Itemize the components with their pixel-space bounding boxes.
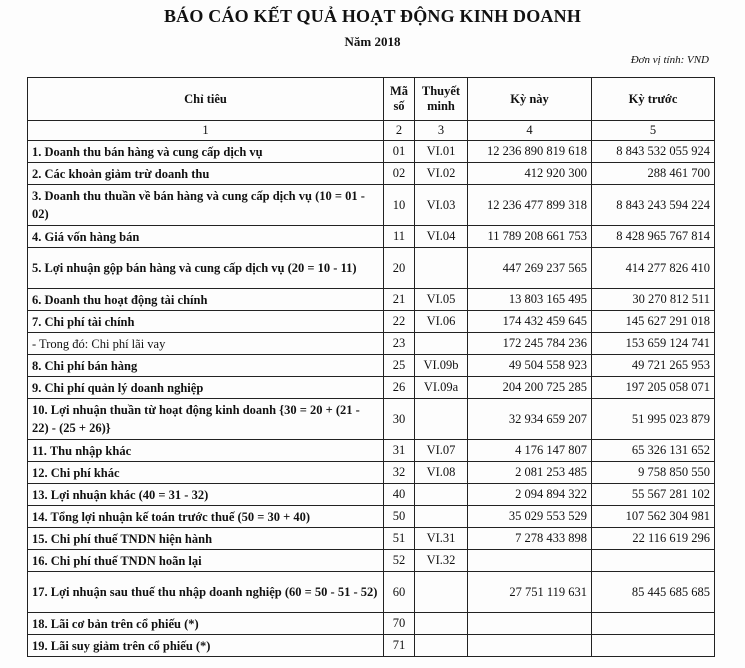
row-code: 40 — [384, 484, 415, 506]
row-code: 11 — [384, 226, 415, 248]
header-code: Mã số — [384, 78, 415, 121]
row-code: 52 — [384, 550, 415, 572]
row-name: 16. Chi phí thuế TNDN hoãn lại — [28, 550, 384, 572]
row-note — [415, 248, 468, 289]
row-name: 13. Lợi nhuận khác (40 = 31 - 32) — [28, 484, 384, 506]
row-name: 10. Lợi nhuận thuần từ hoạt động kinh doanh {30 = 20 + (21 - 22) - (25 + 26)} — [28, 399, 384, 440]
row-current-value: 204 200 725 285 — [468, 377, 592, 399]
row-previous-value: 8 428 965 767 814 — [592, 226, 715, 248]
row-code: 21 — [384, 289, 415, 311]
row-current-value: 172 245 784 236 — [468, 333, 592, 355]
row-note — [415, 484, 468, 506]
row-previous-value: 30 270 812 511 — [592, 289, 715, 311]
row-previous-value: 414 277 826 410 — [592, 248, 715, 289]
row-current-value: 32 934 659 207 — [468, 399, 592, 440]
row-previous-value: 153 659 124 741 — [592, 333, 715, 355]
row-previous-value — [592, 635, 715, 657]
row-current-value: 447 269 237 565 — [468, 248, 592, 289]
column-index: 1 — [28, 121, 384, 141]
row-previous-value — [592, 613, 715, 635]
row-code: 50 — [384, 506, 415, 528]
row-current-value: 12 236 477 899 318 — [468, 185, 592, 226]
row-name: 19. Lãi suy giảm trên cổ phiếu (*) — [28, 635, 384, 657]
row-code: 30 — [384, 399, 415, 440]
row-name: - Trong đó: Chi phí lãi vay — [28, 333, 384, 355]
row-name: 15. Chi phí thuế TNDN hiện hành — [28, 528, 384, 550]
row-note: VI.04 — [415, 226, 468, 248]
row-current-value: 4 176 147 807 — [468, 440, 592, 462]
row-previous-value: 8 843 532 055 924 — [592, 141, 715, 163]
row-name: 6. Doanh thu hoạt động tài chính — [28, 289, 384, 311]
table-row — [28, 141, 715, 163]
header-note: Thuyết minh — [415, 78, 468, 121]
row-name: 1. Doanh thu bán hàng và cung cấp dịch vụ — [28, 141, 384, 163]
row-previous-value: 197 205 058 071 — [592, 377, 715, 399]
row-current-value: 35 029 553 529 — [468, 506, 592, 528]
table-row — [28, 506, 715, 528]
table-row — [28, 462, 715, 484]
table-row — [28, 440, 715, 462]
column-index: 3 — [415, 121, 468, 141]
table-row — [28, 355, 715, 377]
row-code: 01 — [384, 141, 415, 163]
row-current-value: 12 236 890 819 618 — [468, 141, 592, 163]
row-previous-value: 85 445 685 685 — [592, 572, 715, 613]
header-previous: Kỳ trước — [592, 78, 715, 121]
row-note — [415, 613, 468, 635]
row-current-value — [468, 635, 592, 657]
row-note: VI.07 — [415, 440, 468, 462]
row-note: VI.32 — [415, 550, 468, 572]
header-name: Chỉ tiêu — [28, 78, 384, 121]
row-previous-value: 107 562 304 981 — [592, 506, 715, 528]
row-code: 25 — [384, 355, 415, 377]
table-row — [28, 572, 715, 613]
row-note: VI.08 — [415, 462, 468, 484]
table-row — [28, 528, 715, 550]
row-name: 11. Thu nhập khác — [28, 440, 384, 462]
report-title: BÁO CÁO KẾT QUẢ HOẠT ĐỘNG KINH DOANH — [163, 6, 582, 26]
row-name: 17. Lợi nhuận sau thuế thu nhập doanh nghiệp (60 = 50 - 51 - 52) — [28, 572, 384, 613]
row-current-value: 49 504 558 923 — [468, 355, 592, 377]
row-name: 4. Giá vốn hàng bán — [28, 226, 384, 248]
row-code: 32 — [384, 462, 415, 484]
row-current-value: 2 081 253 485 — [468, 462, 592, 484]
table-row — [28, 311, 715, 333]
table-header-row — [28, 78, 715, 121]
row-name: 14. Tổng lợi nhuận kế toán trước thuế (50 = 30 + 40) — [28, 506, 384, 528]
table-row — [28, 613, 715, 635]
column-index: 4 — [468, 121, 592, 141]
column-index: 2 — [384, 121, 415, 141]
row-name: 5. Lợi nhuận gộp bán hàng và cung cấp dịch vụ (20 = 10 - 11) — [28, 248, 384, 289]
row-current-value: 2 094 894 322 — [468, 484, 592, 506]
table-row — [28, 248, 715, 289]
table-row — [28, 289, 715, 311]
row-code: 20 — [384, 248, 415, 289]
table-row — [28, 377, 715, 399]
row-note — [415, 572, 468, 613]
row-note: VI.05 — [415, 289, 468, 311]
row-name: 18. Lãi cơ bản trên cổ phiếu (*) — [28, 613, 384, 635]
row-current-value: 7 278 433 898 — [468, 528, 592, 550]
table-row — [28, 484, 715, 506]
table-row — [28, 333, 715, 355]
row-previous-value — [592, 550, 715, 572]
table-row — [28, 185, 715, 226]
row-code: 02 — [384, 163, 415, 185]
row-name: 7. Chi phí tài chính — [28, 311, 384, 333]
row-previous-value: 49 721 265 953 — [592, 355, 715, 377]
row-current-value: 412 920 300 — [468, 163, 592, 185]
row-previous-value: 55 567 281 102 — [592, 484, 715, 506]
row-previous-value: 8 843 243 594 224 — [592, 185, 715, 226]
row-note: VI.01 — [415, 141, 468, 163]
column-index: 5 — [592, 121, 715, 141]
row-code: 70 — [384, 613, 415, 635]
row-code: 60 — [384, 572, 415, 613]
row-note: VI.09b — [415, 355, 468, 377]
row-note — [415, 333, 468, 355]
row-current-value: 13 803 165 495 — [468, 289, 592, 311]
table-row — [28, 635, 715, 657]
row-note: VI.09a — [415, 377, 468, 399]
row-code: 23 — [384, 333, 415, 355]
row-note: VI.02 — [415, 163, 468, 185]
row-name: 9. Chi phí quản lý doanh nghiệp — [28, 377, 384, 399]
row-code: 71 — [384, 635, 415, 657]
table-row — [28, 226, 715, 248]
table-row — [28, 550, 715, 572]
row-current-value: 11 789 208 661 753 — [468, 226, 592, 248]
row-code: 10 — [384, 185, 415, 226]
income-statement-table — [27, 77, 715, 657]
row-name: 3. Doanh thu thuần về bán hàng và cung cấp dịch vụ (10 = 01 - 02) — [28, 185, 384, 226]
row-note — [415, 506, 468, 528]
row-name: 8. Chi phí bán hàng — [28, 355, 384, 377]
report-year: Năm 2018 — [344, 34, 401, 49]
row-note — [415, 635, 468, 657]
table-row — [28, 399, 715, 440]
row-name: 12. Chi phí khác — [28, 462, 384, 484]
row-current-value — [468, 613, 592, 635]
header-current: Kỳ này — [468, 78, 592, 121]
row-previous-value: 51 995 023 879 — [592, 399, 715, 440]
row-code: 51 — [384, 528, 415, 550]
row-code: 26 — [384, 377, 415, 399]
row-name: 2. Các khoản giảm trừ doanh thu — [28, 163, 384, 185]
table-row — [28, 163, 715, 185]
row-current-value: 174 432 459 645 — [468, 311, 592, 333]
row-previous-value: 22 116 619 296 — [592, 528, 715, 550]
row-previous-value: 288 461 700 — [592, 163, 715, 185]
currency-unit: Đơn vị tính: VND — [630, 54, 709, 66]
row-previous-value: 145 627 291 018 — [592, 311, 715, 333]
row-note: VI.31 — [415, 528, 468, 550]
row-note — [415, 399, 468, 440]
row-current-value: 27 751 119 631 — [468, 572, 592, 613]
row-previous-value: 9 758 850 550 — [592, 462, 715, 484]
row-code: 22 — [384, 311, 415, 333]
row-current-value — [468, 550, 592, 572]
row-previous-value: 65 326 131 652 — [592, 440, 715, 462]
row-note: VI.03 — [415, 185, 468, 226]
row-code: 31 — [384, 440, 415, 462]
row-note: VI.06 — [415, 311, 468, 333]
column-index-row — [28, 121, 715, 141]
